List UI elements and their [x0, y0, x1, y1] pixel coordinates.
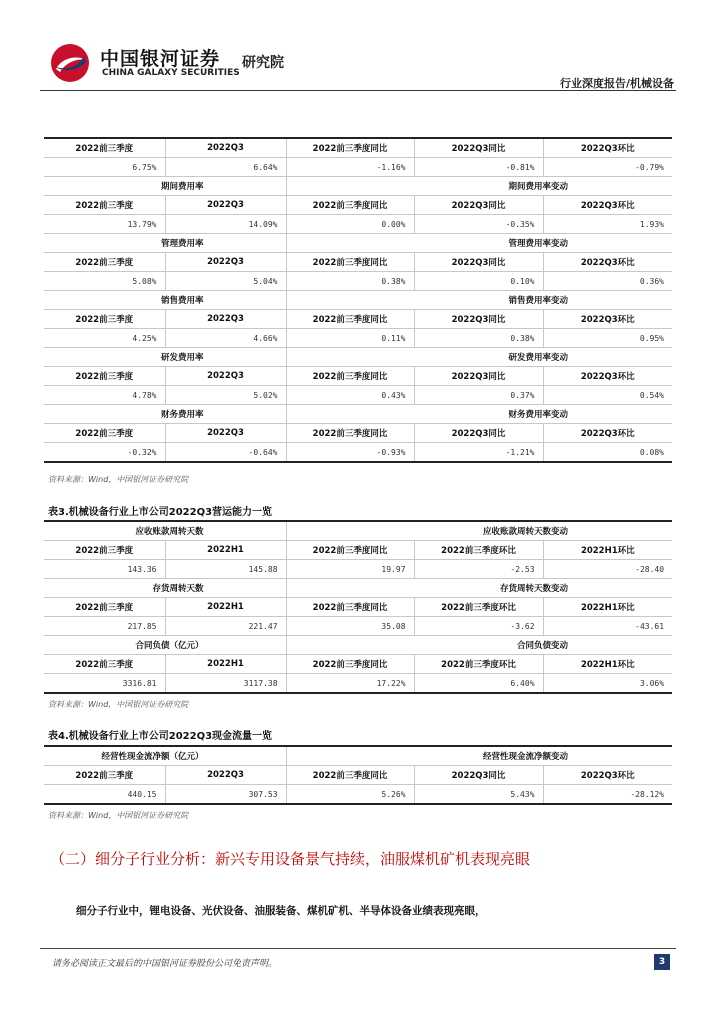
table-row	[44, 329, 672, 348]
table-cell: -1.21%	[414, 443, 543, 463]
table-cell: 5.04%	[165, 272, 286, 291]
section-change-title: 财务费用率变动	[286, 405, 672, 424]
table-header-row	[44, 766, 672, 785]
table-cell: 217.85	[44, 617, 165, 636]
table-cell: 143.36	[44, 560, 165, 579]
section-title: 销售费用率	[44, 291, 286, 310]
column-header: 2022前三季度环比	[414, 655, 543, 674]
column-header: 2022前三季度同比	[286, 253, 414, 272]
table-cell: -0.32%	[44, 443, 165, 463]
table-cell: 5.43%	[414, 785, 543, 805]
table-row	[44, 386, 672, 405]
table-cell: 0.10%	[414, 272, 543, 291]
table-cell: 5.02%	[165, 386, 286, 405]
column-header: 2022前三季度同比	[286, 310, 414, 329]
column-header: 2022前三季度同比	[286, 598, 414, 617]
column-header: 2022前三季度	[44, 655, 165, 674]
column-header: 2022Q3环比	[543, 253, 672, 272]
expense-ratio-table	[44, 137, 672, 463]
table-row	[44, 443, 672, 463]
table-row	[44, 215, 672, 234]
section-change-title: 销售费用率变动	[286, 291, 672, 310]
table-cell: 35.08	[286, 617, 414, 636]
section-row	[44, 636, 672, 655]
column-header: 2022H1环比	[543, 598, 672, 617]
table-cell: 5.08%	[44, 272, 165, 291]
brand-name-cn: 中国银河证券	[100, 48, 221, 70]
table-cell: 221.47	[165, 617, 286, 636]
column-header: 2022Q3	[165, 310, 286, 329]
table-cell: 3117.38	[165, 674, 286, 694]
table-row	[44, 272, 672, 291]
column-header: 2022Q3同比	[414, 138, 543, 158]
column-header: 2022Q3环比	[543, 766, 672, 785]
table-cell: -0.64%	[165, 443, 286, 463]
section-title: 财务费用率	[44, 405, 286, 424]
column-header: 2022Q3环比	[543, 310, 672, 329]
table-cell: 1.93%	[543, 215, 672, 234]
column-header: 2022前三季度	[44, 541, 165, 560]
column-header: 2022Q3	[165, 367, 286, 386]
operating-capacity-table	[44, 520, 672, 694]
table-row	[44, 560, 672, 579]
cash-flow-table	[44, 745, 672, 805]
section-row	[44, 521, 672, 541]
column-header: 2022H1环比	[543, 655, 672, 674]
table-cell: 440.15	[44, 785, 165, 805]
table-cell: -3.62	[414, 617, 543, 636]
table-header-row	[44, 541, 672, 560]
footer-divider	[40, 948, 676, 949]
section-title: 管理费用率	[44, 234, 286, 253]
section-change-title: 存货周转天数变动	[286, 579, 672, 598]
section-change-title: 经营性现金流净额变动	[286, 746, 672, 766]
report-header	[40, 38, 676, 92]
table-source-note: 资料来源：Wind，中国银河证券研究院	[48, 811, 189, 820]
column-header: 2022Q3	[165, 196, 286, 215]
table-cell: 4.66%	[165, 329, 286, 348]
table-header-row	[44, 655, 672, 674]
table-row	[44, 785, 672, 805]
column-header: 2022前三季度环比	[414, 598, 543, 617]
table-source-note: 资料来源：Wind，中国银河证券研究院	[48, 700, 189, 709]
section-change-title: 合同负债变动	[286, 636, 672, 655]
table-row	[44, 674, 672, 694]
section-row	[44, 234, 672, 253]
column-header: 2022Q3同比	[414, 310, 543, 329]
section-change-title: 应收账款周转天数变动	[286, 521, 672, 541]
column-header: 2022Q3同比	[414, 253, 543, 272]
table-cell: 3.06%	[543, 674, 672, 694]
column-header: 2022前三季度	[44, 766, 165, 785]
table-cell: 0.38%	[414, 329, 543, 348]
table-caption: 表3.机械设备行业上市公司2022Q3营运能力一览	[48, 507, 273, 518]
table-cell: 0.43%	[286, 386, 414, 405]
table-cell: -1.16%	[286, 158, 414, 177]
column-header: 2022Q3同比	[414, 424, 543, 443]
column-header: 2022Q3环比	[543, 424, 672, 443]
column-header: 2022前三季度环比	[414, 541, 543, 560]
table-cell: 6.64%	[165, 158, 286, 177]
table-header-row	[44, 138, 672, 158]
column-header: 2022Q3同比	[414, 766, 543, 785]
table-source-note: 资料来源：Wind，中国银河证券研究院	[48, 475, 189, 484]
column-header: 2022Q3环比	[543, 138, 672, 158]
column-header: 2022Q3环比	[543, 367, 672, 386]
table-header-row	[44, 598, 672, 617]
table-cell: -0.81%	[414, 158, 543, 177]
table-cell: -0.35%	[414, 215, 543, 234]
table-cell: 6.75%	[44, 158, 165, 177]
table-cell: 145.88	[165, 560, 286, 579]
table-header-row	[44, 196, 672, 215]
column-header: 2022H1	[165, 541, 286, 560]
table-row	[44, 617, 672, 636]
table-header-row	[44, 253, 672, 272]
research-institute-label: 研究院	[242, 55, 284, 71]
header-divider	[40, 90, 676, 91]
table-cell: 0.00%	[286, 215, 414, 234]
section-row	[44, 405, 672, 424]
table-header-row	[44, 424, 672, 443]
section-title: 存货周转天数	[44, 579, 286, 598]
section-title: 期间费用率	[44, 177, 286, 196]
section-title: 经营性现金流净额（亿元）	[44, 746, 286, 766]
table-cell: 3316.81	[44, 674, 165, 694]
table-cell: -43.61	[543, 617, 672, 636]
column-header: 2022前三季度	[44, 424, 165, 443]
column-header: 2022前三季度	[44, 138, 165, 158]
section-row	[44, 579, 672, 598]
column-header: 2022前三季度同比	[286, 766, 414, 785]
column-header: 2022前三季度同比	[286, 541, 414, 560]
report-type-label: 行业深度报告/机械设备	[559, 77, 674, 90]
column-header: 2022Q3同比	[414, 196, 543, 215]
table-cell: 0.36%	[543, 272, 672, 291]
section-row	[44, 746, 672, 766]
section-heading: （二）细分子行业分析：新兴专用设备景气持续，油服煤机矿机表现亮眼	[50, 850, 531, 868]
column-header: 2022Q3	[165, 138, 286, 158]
section-change-title: 研发费用率变动	[286, 348, 672, 367]
section-row	[44, 177, 672, 196]
column-header: 2022前三季度	[44, 367, 165, 386]
table-cell: 0.37%	[414, 386, 543, 405]
table-cell: -0.79%	[543, 158, 672, 177]
brand-name-en: CHINA GALAXY SECURITIES	[102, 68, 240, 78]
table-cell: 5.26%	[286, 785, 414, 805]
body-paragraph: 细分子行业中，锂电设备、光伏设备、油服装备、煤机矿机、半导体设备业绩表现亮眼，	[76, 905, 486, 917]
table-cell: 17.22%	[286, 674, 414, 694]
table-cell: 6.40%	[414, 674, 543, 694]
section-title: 合同负债（亿元）	[44, 636, 286, 655]
page-number: 3	[654, 954, 670, 970]
table-row	[44, 158, 672, 177]
section-row	[44, 348, 672, 367]
column-header: 2022前三季度同比	[286, 424, 414, 443]
column-header: 2022H1环比	[543, 541, 672, 560]
table-cell: 14.09%	[165, 215, 286, 234]
section-row	[44, 291, 672, 310]
column-header: 2022Q3	[165, 766, 286, 785]
table-header-row	[44, 367, 672, 386]
table-cell: 0.08%	[543, 443, 672, 463]
table-cell: 0.54%	[543, 386, 672, 405]
column-header: 2022前三季度	[44, 310, 165, 329]
table-caption: 表4.机械设备行业上市公司2022Q3现金流量一览	[48, 731, 273, 742]
section-title: 研发费用率	[44, 348, 286, 367]
table-cell: 0.38%	[286, 272, 414, 291]
table-cell: -0.93%	[286, 443, 414, 463]
column-header: 2022Q3同比	[414, 367, 543, 386]
section-change-title: 管理费用率变动	[286, 234, 672, 253]
galaxy-logo-icon	[48, 42, 92, 84]
table-cell: -2.53	[414, 560, 543, 579]
table-cell: 13.79%	[44, 215, 165, 234]
section-change-title: 期间费用率变动	[286, 177, 672, 196]
column-header: 2022前三季度同比	[286, 196, 414, 215]
table-cell: 4.25%	[44, 329, 165, 348]
column-header: 2022前三季度同比	[286, 138, 414, 158]
table-cell: 0.95%	[543, 329, 672, 348]
table-cell: -28.12%	[543, 785, 672, 805]
column-header: 2022Q3	[165, 253, 286, 272]
table-header-row	[44, 310, 672, 329]
table-cell: 307.53	[165, 785, 286, 805]
column-header: 2022H1	[165, 598, 286, 617]
column-header: 2022H1	[165, 655, 286, 674]
column-header: 2022前三季度同比	[286, 655, 414, 674]
table-cell: 0.11%	[286, 329, 414, 348]
column-header: 2022Q3	[165, 424, 286, 443]
column-header: 2022前三季度同比	[286, 367, 414, 386]
table-cell: -28.40	[543, 560, 672, 579]
table-cell: 19.97	[286, 560, 414, 579]
section-title: 应收账款周转天数	[44, 521, 286, 541]
table-cell: 4.78%	[44, 386, 165, 405]
column-header: 2022前三季度	[44, 196, 165, 215]
column-header: 2022Q3环比	[543, 196, 672, 215]
column-header: 2022前三季度	[44, 253, 165, 272]
column-header: 2022前三季度	[44, 598, 165, 617]
footer-disclaimer: 请务必阅读正文最后的中国银河证券股份公司免责声明。	[52, 959, 278, 969]
